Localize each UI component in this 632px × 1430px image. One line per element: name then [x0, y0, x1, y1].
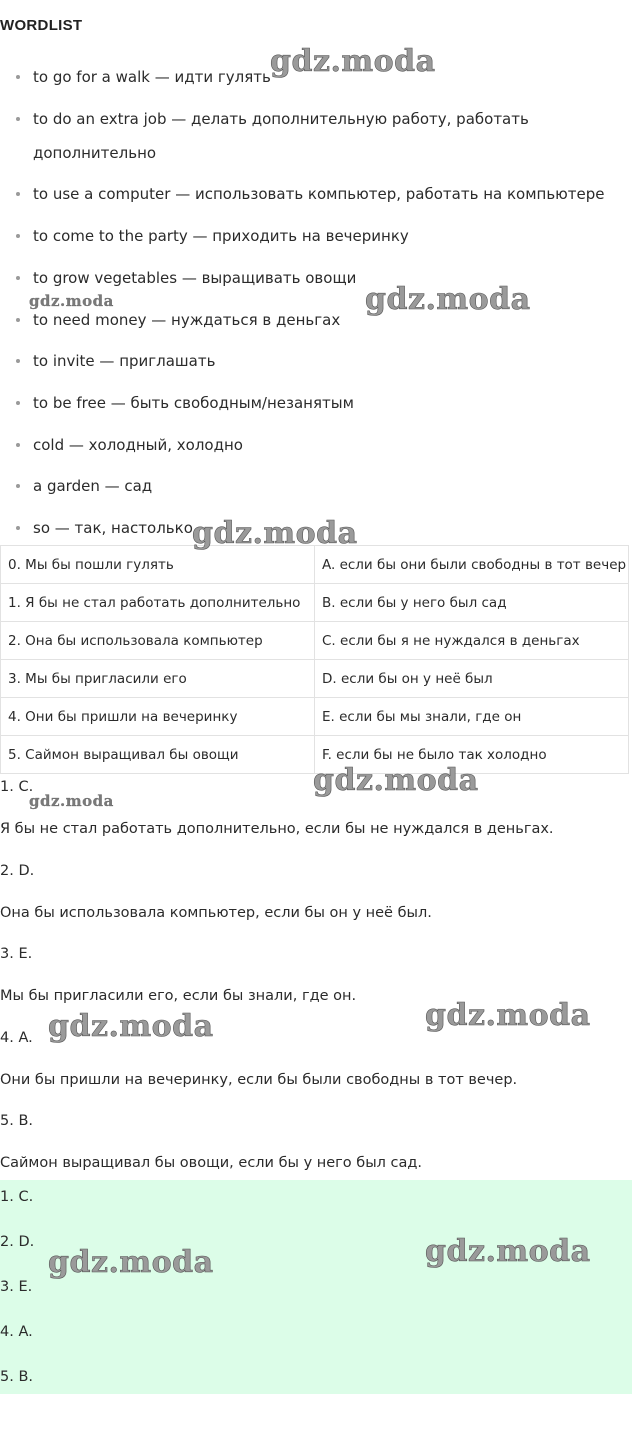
bullet-icon	[16, 75, 20, 79]
short-answer: 5. B.	[0, 1369, 34, 1385]
table-row	[1, 546, 629, 584]
watermark: gdz.moda	[270, 44, 436, 79]
table-cell-right: D. если бы он у неё был	[315, 660, 629, 698]
short-answer: 1. C.	[0, 1189, 34, 1205]
bullet-icon	[16, 276, 20, 280]
list-item	[0, 102, 620, 170]
watermark: gdz.moda	[48, 1245, 214, 1280]
list-item-text: to come to the party — приходить на вечеринку	[33, 227, 409, 245]
short-answer: 4. A.	[0, 1324, 33, 1340]
answer-number: 1. C.	[0, 779, 34, 795]
watermark: gdz.moda	[365, 282, 531, 317]
watermark: gdz.moda	[425, 998, 591, 1033]
list-item	[0, 344, 620, 378]
answer-sentence: Они бы пришли на вечеринку, если бы были свободны в тот вечер.	[0, 1072, 518, 1088]
bullet-icon	[16, 117, 20, 121]
watermark: gdz.moda	[29, 292, 114, 310]
bullet-icon	[16, 234, 20, 238]
list-item	[0, 428, 620, 462]
table-cell-left: 3. Мы бы пригласили его	[1, 660, 315, 698]
bullet-icon	[16, 484, 20, 488]
table-cell-right: F. если бы не было так холодно	[315, 736, 629, 774]
list-item-text: to go for a walk — идти гулять	[33, 68, 271, 86]
list-item-text: to do an extra job — делать дополнительную работу, работать	[33, 110, 529, 128]
list-item-text: to grow vegetables — выращивать овощи	[33, 269, 357, 287]
bullet-icon	[16, 401, 20, 405]
answer-number: 3. E.	[0, 946, 33, 962]
table-cell-left: 1. Я бы не стал работать дополнительно	[1, 584, 315, 622]
bullet-icon	[16, 318, 20, 322]
table-row	[1, 660, 629, 698]
short-answer: 3. E.	[0, 1279, 33, 1295]
watermark: gdz.moda	[48, 1009, 214, 1044]
answer-sentence: Саймон выращивал бы овощи, если бы у него был сад.	[0, 1155, 423, 1171]
list-item	[0, 177, 620, 211]
list-item-text: so — так, настолько	[33, 519, 193, 537]
answer-sentence: Я бы не стал работать дополнительно, если бы не нуждался в деньгах.	[0, 821, 554, 837]
matching-table	[0, 545, 629, 774]
table-cell-right: C. если бы я не нуждался в деньгах	[315, 622, 629, 660]
table-cell-left: 5. Саймон выращивал бы овощи	[1, 736, 315, 774]
short-answers-box	[0, 1180, 632, 1394]
answer-sentence: Мы бы пригласили его, если бы знали, где он.	[0, 988, 357, 1004]
table-cell-left: 0. Мы бы пошли гулять	[1, 546, 315, 584]
short-answer: 2. D.	[0, 1234, 35, 1250]
bullet-icon	[16, 526, 20, 530]
list-item-text: to be free — быть свободным/незанятым	[33, 394, 354, 412]
answer-sentence: Она бы использовала компьютер, если бы он у неё был.	[0, 905, 432, 921]
list-item-text: to use a computer — использовать компьютер, работать на компьютере	[33, 185, 605, 203]
watermark: gdz.moda	[192, 516, 358, 551]
list-item	[0, 219, 620, 253]
table-row	[1, 698, 629, 736]
table-row	[1, 622, 629, 660]
watermark: gdz.moda	[29, 792, 114, 810]
table-row	[1, 584, 629, 622]
bullet-icon	[16, 192, 20, 196]
answer-number: 2. D.	[0, 863, 35, 879]
table-cell-right: E. если бы мы знали, где он	[315, 698, 629, 736]
wordlist-heading: WORDLIST	[0, 17, 83, 34]
watermark: gdz.moda	[313, 763, 479, 798]
watermark: gdz.moda	[425, 1234, 591, 1269]
list-item-text: to need money — нуждаться в деньгах	[33, 311, 341, 329]
list-item	[0, 386, 620, 420]
list-item	[0, 469, 620, 503]
table-cell-left: 2. Она бы использовала компьютер	[1, 622, 315, 660]
table-cell-right: A. если бы они были свободны в тот вечер	[315, 546, 629, 584]
list-item-text: to invite — приглашать	[33, 352, 216, 370]
table-cell-right: B. если бы у него был сад	[315, 584, 629, 622]
list-item-text: a garden — сад	[33, 477, 153, 495]
answer-number: 4. A.	[0, 1030, 33, 1046]
table-cell-left: 4. Они бы пришли на вечеринку	[1, 698, 315, 736]
list-item-text: cold — холодный, холодно	[33, 436, 243, 454]
bullet-icon	[16, 359, 20, 363]
answer-number: 5. B.	[0, 1113, 34, 1129]
bullet-icon	[16, 443, 20, 447]
list-item-text-continued: дополнительно	[33, 144, 157, 162]
